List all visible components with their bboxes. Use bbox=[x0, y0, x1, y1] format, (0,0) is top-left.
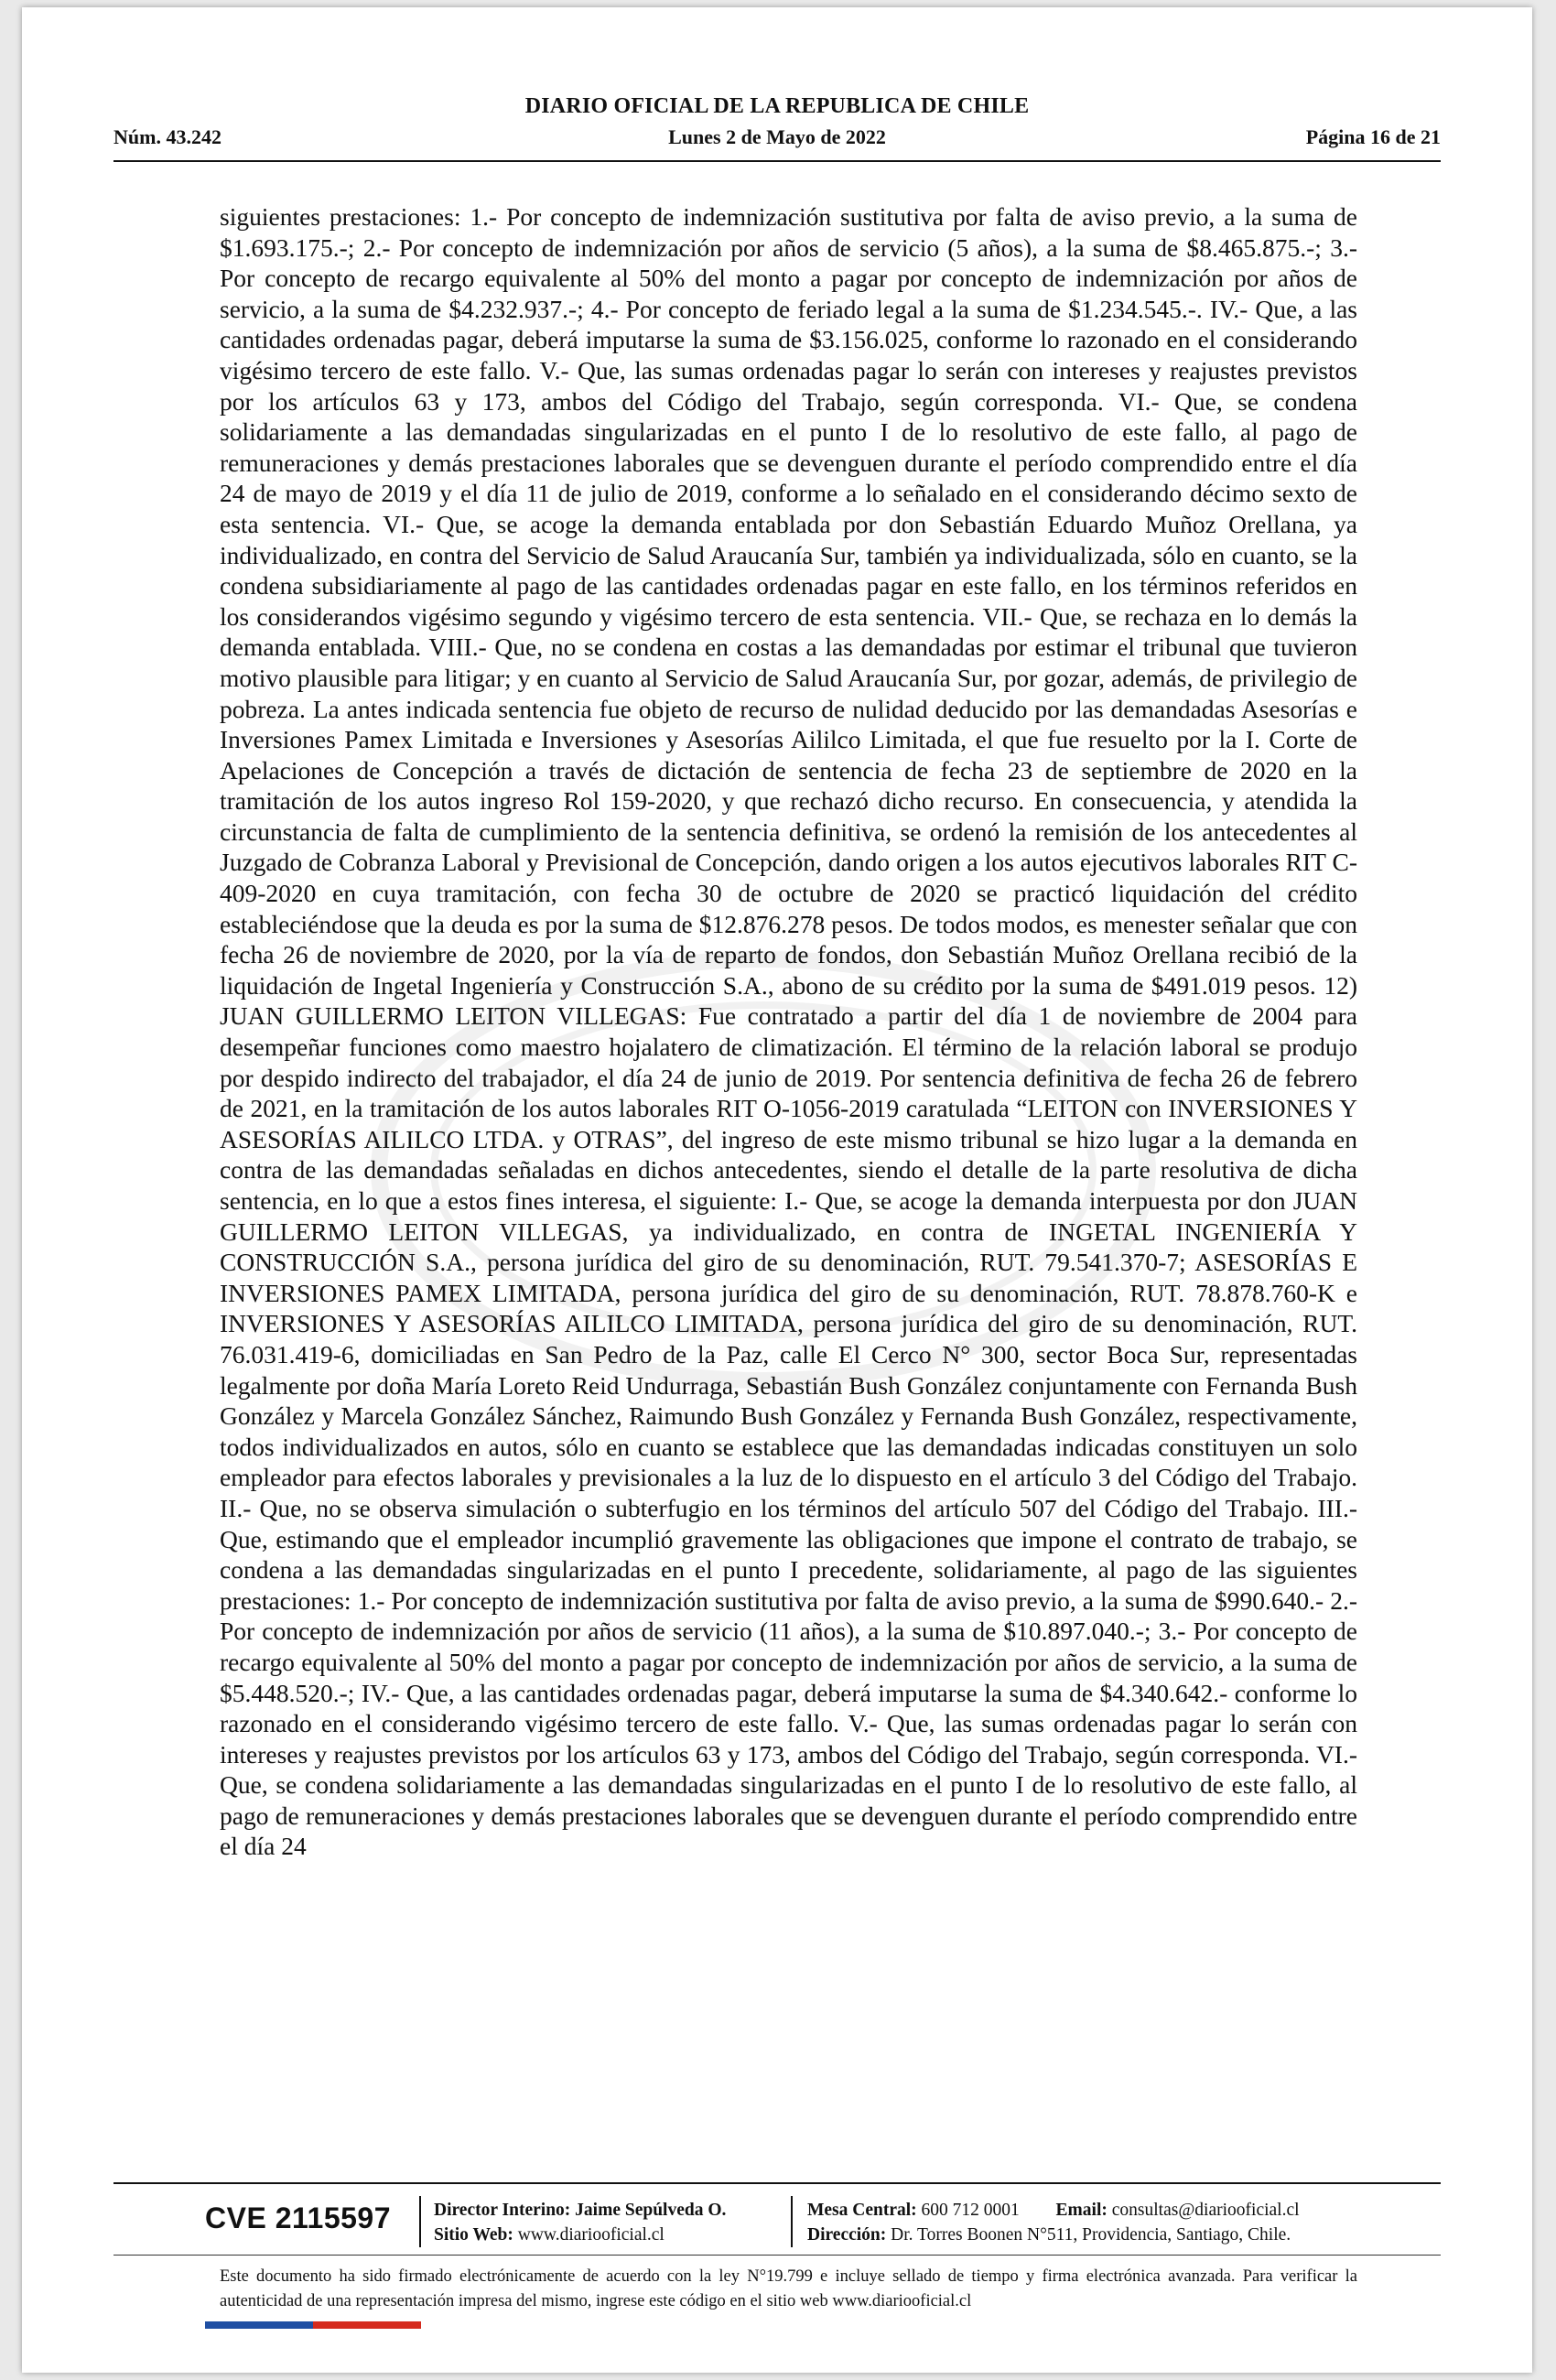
header-divider bbox=[113, 160, 1441, 162]
document-page bbox=[22, 7, 1532, 2373]
footer-director-block bbox=[434, 2198, 726, 2247]
page-header bbox=[113, 94, 1441, 158]
page-number: Página 16 de 21 bbox=[1305, 125, 1441, 148]
issue-number: Núm. 43.242 bbox=[113, 125, 222, 148]
body-paragraph: siguientes prestaciones: 1.- Por concepto de indemnización sustitutiva por falta de aviso previo, a la suma de $1.693.175.-; 2.- Por concepto de indemnización por años de servicio (5 años), a la suma de $8.465.875.-; 3.- Por concepto de recargo equivalente al 50% del monto a pagar por concepto de indemnización por años de servicio, a la suma de $4.232.937.-; 4.- Por concepto de feriado legal a la suma de $1.234.545.-. IV.- Que, a las cantidades ordenadas pagar, deberá imputarse la suma de $3.156.025, conforme lo razonado en el considerando vigésimo tercero de este fallo. V.- Que, las sumas ordenadas pagar lo serán con intereses y reajustes previstos por los artículos 63 y 173, ambos del Código del Trabajo, según corresponda. VI.- Que, se condena solidariamente a las demandadas singularizadas en el punto I de lo resolutivo de este fallo, al pago de remuneraciones y demás prestaciones laborales que se devenguen durante el período comprendido entre el día 24 de mayo de 2019 y el día 11 de julio de 2019, conforme a lo señalado en el considerando décimo sexto de esta sentencia. VI.- Que, se acoge la demanda entablada por don Sebastián Eduardo Muñoz Orellana, ya individualizado, en contra del Servicio de Salud Araucanía Sur, también ya individualizada, sólo en cuanto, se la condena subsidiariamente al pago de las cantidades ordenadas pagar en este fallo, en los términos referidos en los considerandos vigésimo segundo y vigésimo tercero de esta sentencia. VII.- Que, se rechaza en lo demás la demanda entablada. VIII.- Que, no se condena en costas a las demandadas por estimar el tribunal que tuvieron motivo plausible para litigar; y en cuanto al Servicio de Salud Araucanía Sur, por gozar, además, de privilegio de pobreza. La antes indicada sentencia fue objeto de recurso de nulidad deducido por las demandadas Asesorías e Inversiones Pamex Limitada e Inversiones y Asesorías Aililco Limitada, el que fue resuelto por la I. Corte de Apelaciones de Concepción a través de dictación de sentencia de fecha 23 de septiembre de 2020 en la tramitación de los autos ingreso Rol 159-2020, y que rechazó dicho recurso. En consecuencia, y atendida la circunstancia de falta de cumplimiento de la sentencia definitiva, se ordenó la remisión de los antecedentes al Juzgado de Cobranza Laboral y Previsional de Concepción, dando origen a los autos ejecutivos laborales RIT C-409-2020 en cuya tramitación, con fecha 30 de octubre de 2020 se practicó liquidación del crédito estableciéndose que la deuda es por la suma de $12.876.278 pesos. De todos modos, es menester señalar que con fecha 26 de noviembre de 2020, por la vía de reparto de fondos, don Sebastián Muñoz Orellana recibió de la liquidación de Ingetal Ingeniería y Construcción S.A., abono de su crédito por la suma de $491.019 pesos. 12) JUAN GUILLERMO LEITON VILLEGAS: Fue contratado a partir del día 1 de noviembre de 2004 para desempeñar funciones como maestro hojalatero de climatización. El término de la relación laboral se produjo por despido indirecto del trabajador, el día 24 de junio de 2019. Por sentencia definitiva de fecha 26 de febrero de 2021, en la tramitación de los autos laborales RIT O-1056-2019 caratulada “LEITON con INVERSIONES Y ASESORÍAS AILILCO LTDA. y OTRAS”, del ingreso de este mismo tribunal se hizo lugar a la demanda en contra de las demandadas señaladas en dichos antecedentes, siendo el detalle de la parte resolutiva de dicha sentencia, en lo que a estos fines interesa, el siguiente: I.- Que, se acoge la demanda interpuesta por don JUAN GUILLERMO LEITON VILLEGAS, ya individualizado, en contra de INGETAL INGENIERÍA Y CONSTRUCCIÓN S.A., persona jurídica del giro de su denominación, RUT. 79.541.370-7; ASESORÍAS E INVERSIONES PAMEX LIMITADA, persona jurídica del giro de su denominación, RUT. 78.878.760-K e INVERSIONES Y ASESORÍAS AILILCO LIMITADA, persona jurídica del giro de su denominación, RUT. 76.031.419-6, domiciliadas en San Pedro de la Paz, calle El Cerco N° 300, sector Boca Sur, representadas legalmente por doña María Loreto Reid Undurraga, Sebastián Bush González conjuntamente con Fernanda Bush González y Marcela González Sánchez, Raimundo Bush González y Fernanda Bush González, respectivamente, todos individualizados en autos, sólo en cuanto se establece que las demandadas indicadas constituyen un solo empleador para efectos laborales y previsionales a la luz de lo dispuesto en el artículo 3 del Código del Trabajo. II.- Que, no se observa simulación o subterfugio en los términos del artículo 507 del Código del Trabajo. III.- Que, estimando que el empleador incumplió gravemente las obligaciones que impone el contrato de trabajo, se condena a las demandadas singularizadas en el punto I precedente, solidariamente, al pago de las siguientes prestaciones: 1.- Por concepto de indemnización sustitutiva por falta de aviso previo, a la suma de $990.640.- 2.- Por concepto de indemnización por años de servicio (11 años), a la suma de $10.897.040.-; 3.- Por concepto de recargo equivalente al 50% del monto a pagar por concepto de indemnización por años de servicio, a la suma de $5.448.520.-; IV.- Que, a las cantidades ordenadas pagar, deberá imputarse la suma de $4.340.642.- conforme lo razonado en el considerando vigésimo tercero de este fallo. V.- Que, las sumas ordenadas pagar lo serán con intereses y reajustes previstos por los artículos 63 y 173, ambos del Código del Trabajo, según corresponda. VI.- Que, se condena solidariamente a las demandadas singularizadas en el punto I de lo resolutivo de este fallo, al pago de remuneraciones y demás prestaciones laborales que se devenguen durante el período comprendido entre el día 24 bbox=[220, 202, 1357, 1861]
document-body bbox=[220, 201, 1357, 1862]
flag-blue-segment bbox=[205, 2321, 313, 2329]
email-link[interactable]: consultas@diariooficial.cl bbox=[1111, 2201, 1300, 2220]
cve-code: CVE 2115597 bbox=[205, 2202, 391, 2234]
flag-stripe bbox=[205, 2321, 421, 2329]
flag-red-segment bbox=[313, 2321, 421, 2329]
director-name: Jaime Sepúlveda O. bbox=[575, 2201, 727, 2220]
mesa-label: Mesa Central: bbox=[807, 2201, 917, 2220]
site-label: Sitio Web: bbox=[434, 2225, 513, 2245]
address-value: Dr. Torres Boonen N°511, Providencia, Santiago, Chile. bbox=[891, 2225, 1291, 2245]
address-label: Dirección: bbox=[807, 2225, 887, 2245]
publication-title: DIARIO OFICIAL DE LA REPUBLICA DE CHILE bbox=[524, 94, 1030, 118]
site-link[interactable]: www.diariooficial.cl bbox=[517, 2225, 665, 2245]
footer-contact-block bbox=[807, 2198, 1300, 2247]
footer-divider-top bbox=[113, 2182, 1441, 2184]
footer-separator bbox=[791, 2196, 793, 2247]
director-label: Director Interino: bbox=[434, 2201, 571, 2220]
mesa-phone: 600 712 0001 bbox=[921, 2201, 1020, 2220]
email-label: Email: bbox=[1055, 2201, 1108, 2220]
footer-divider-bottom bbox=[113, 2255, 1441, 2256]
page-footer bbox=[113, 2191, 1441, 2255]
footer-separator bbox=[419, 2196, 421, 2247]
legal-notice: Este documento ha sido firmado electrónicamente de acuerdo con la ley N°19.799 e incluye sellado de tiempo y firma electrónica avanzada. Para verificar la autenticidad de una representación impresa del mismo, ingrese este código en el sitio web www.diariooficial.cl bbox=[220, 2267, 1357, 2310]
publication-date: Lunes 2 de Mayo de 2022 bbox=[668, 125, 886, 148]
